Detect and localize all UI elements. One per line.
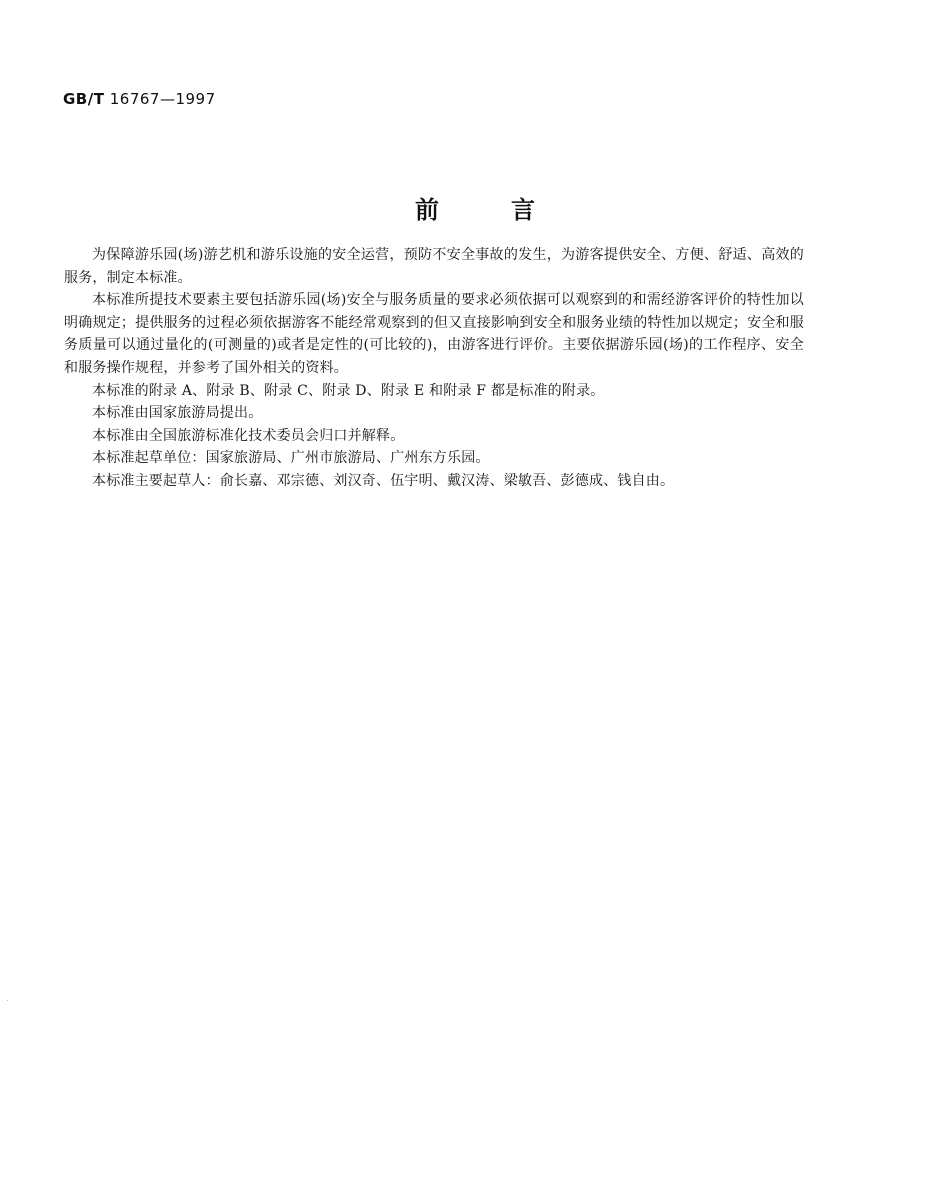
scan-speck bbox=[7, 1000, 8, 1001]
foreword-title-char-1: 前 bbox=[415, 196, 439, 224]
foreword-title-char-2: 言 bbox=[511, 196, 535, 224]
standard-code bbox=[63, 90, 216, 108]
paragraph-appendices: 本标准的附录 A、附录 B、附录 C、附录 D、附录 E 和附录 F 都是标准的附录。 bbox=[92, 382, 605, 399]
paragraph-purpose: 为保障游乐园(场)游艺机和游乐设施的安全运营，预防不安全事故的发生，为游客提供安全、方便、舒适、高效的服务，制定本标准。 bbox=[64, 247, 804, 286]
paragraph-interpreted-by: 本标准由全国旅游标准化技术委员会归口并解释。 bbox=[92, 427, 405, 444]
paragraph-drafting-units: 本标准起草单位：国家旅游局、广州市旅游局、广州东方乐园。 bbox=[92, 450, 490, 467]
paragraph-proposed-by: 本标准由国家旅游局提出。 bbox=[92, 405, 263, 422]
standard-code-prefix: GB/T bbox=[63, 90, 105, 108]
paragraph-technical-elements: 本标准所提技术要素主要包括游乐园(场)安全与服务质量的要求必须依据可以观察到的和需经游客评价的特性加以明确规定；提供服务的过程必须依据游客不能经常观察到的但又直接影响到安全和服务业绩的特性加以规定；安全和服务质量可以通过量化的(可测量的)或者是定性的(可比较的)，由游客进行评价。主要依据游乐园(场)的工作程序、安全和服务操作规程，并参考了国外相关的资料。 bbox=[64, 292, 804, 376]
standard-code-number: 16767—1997 bbox=[109, 90, 216, 108]
paragraph-drafters: 本标准主要起草人：俞长嘉、邓宗德、刘汉奇、伍宇明、戴汉涛、梁敏吾、彭德成、钱自由。 bbox=[92, 472, 675, 489]
foreword-body bbox=[64, 244, 804, 493]
foreword-title bbox=[0, 190, 950, 225]
